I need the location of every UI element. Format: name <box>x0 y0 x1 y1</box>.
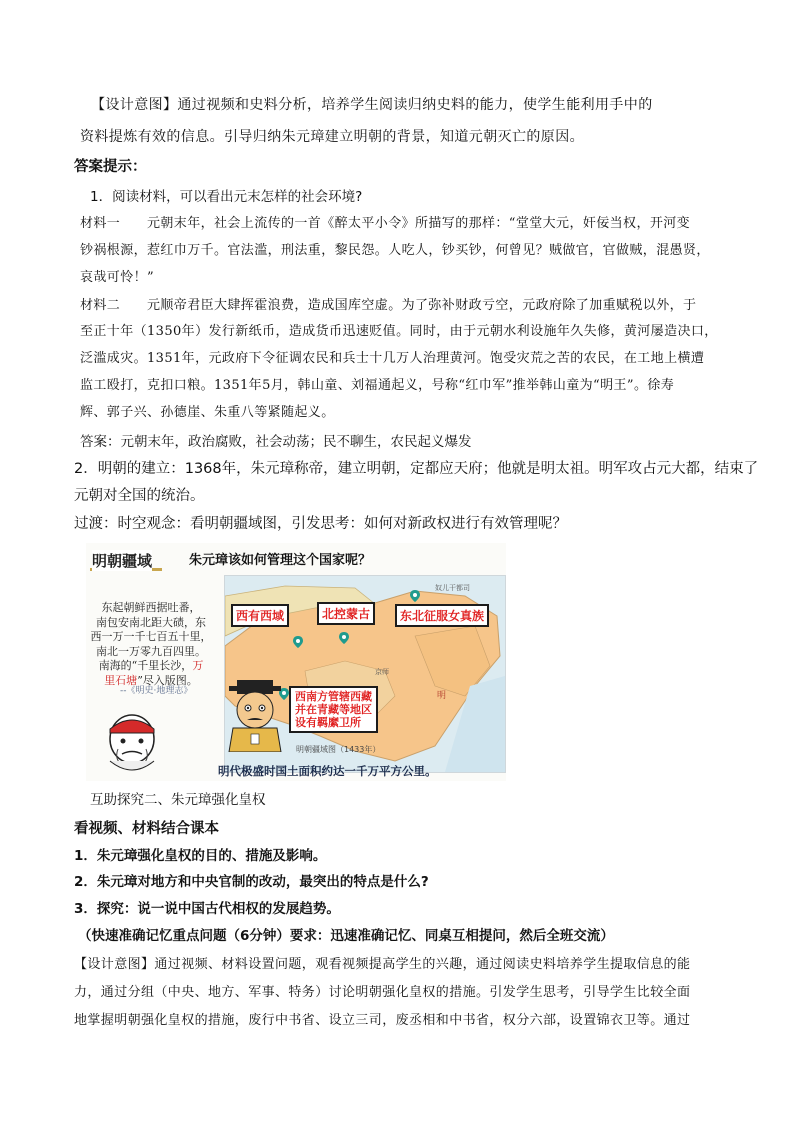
cartoon-man-icon <box>92 699 172 779</box>
prompt-3: 3．探究：说一说中国古代相权的发展趋势。 <box>74 901 340 917</box>
label-north-mongolia: 北控蒙古 <box>317 602 375 625</box>
figure-question: 朱元璋该如何管理这个国家呢？ <box>189 553 372 568</box>
figure-title: 明朝疆域 <box>92 552 153 570</box>
transition-text: 过渡：时空观念：看明朝疆域图，引发思考：如何对新政权进行有效管理呢？ <box>74 516 567 532</box>
label-southwest-line-2: 并在青藏等地区 <box>295 703 372 716</box>
map-pin-icon <box>409 590 421 602</box>
poem-quote <box>86 601 216 688</box>
poem-line-6a: 里石塘 <box>104 673 138 687</box>
map-pin-icon <box>292 636 304 648</box>
label-northeast-jurchen: 东北征服女真族 <box>395 604 489 627</box>
emperor-portrait-icon <box>225 676 285 752</box>
watch-instruction: 看视频、材料结合课本 <box>74 821 219 837</box>
design-intent-line-1: 【设计意图】通过视频和史料分析，培养学生阅读归纳史料的能力，使学生能利用手中的 <box>91 97 653 113</box>
design-intent-2-line-2: 力，通过分组（中央、地方、军事、特务）讨论明朝强化皇权的措施。引发学生思考，引导学生比较全面 <box>74 985 691 1000</box>
map-caption: 明朝疆域图（1433年） <box>296 745 381 754</box>
area-note: 明代极盛时国土面积约达一千万平方公里。 <box>218 764 437 778</box>
prompt-1: 1．朱元璋强化皇权的目的、措施及影响。 <box>74 848 327 864</box>
poem-line-5b: 万 <box>192 659 204 672</box>
material-1-line-1: 材料一 元朝末年，社会上流传的一首《醉太平小令》所描写的那样：“堂堂大元，奸佞当权，开河变 <box>80 216 691 231</box>
poem-line-6b: ”尽入版图。 <box>137 673 198 687</box>
design-intent-line-2: 资料提炼有效的信息。引导归纳朱元璋建立明朝的背景，知道元朝灭亡的原因。 <box>80 129 584 145</box>
design-intent-2-line-3: 地掌握明朝强化皇权的措施，废行中书省、设立三司，废丞相和中书省，权分六部，设置锦衣卫等。通过 <box>74 1013 691 1028</box>
svg-text:奴儿干都司: 奴儿干都司 <box>435 584 470 592</box>
material-2-line-2: 至正十年（1350年）发行新纸币，造成货币迅速贬值。同时，由于元朝水利设施年久失修，黄河屡造决口， <box>80 324 718 339</box>
poem-line-4: 南北一万零九百四里。 <box>96 644 206 658</box>
answer-1: 答案：元朝末年，政治腐败，社会动荡；民不聊生，农民起义爆发 <box>80 434 472 450</box>
section-2-title: 互助探究二、朱元璋强化皇权 <box>90 792 266 808</box>
poem-source: --《明史·地理志》 <box>120 686 193 696</box>
material-1-line-2: 钞祸根源，惹红巾万千。官法滥，刑法重，黎民怨。人吃人，钞买钞，何曾见？贼做官，官做贼，混愚贤， <box>80 243 710 258</box>
ming-territory-figure <box>86 543 506 781</box>
material-2-line-1: 材料二 元顺帝君臣大肆挥霍浪费，造成国库空虚。为了弥补财政亏空，元政府除了加重赋税以外，于 <box>80 298 697 313</box>
label-west-region: 西有西域 <box>231 604 289 627</box>
question-1: 1．阅读材料，可以看出元末怎样的社会环境? <box>90 189 363 205</box>
material-2-line-3: 泛滥成灾。1351年，元政府下令征调农民和兵士十几万人治理黄河。饱受灾荒之苦的农民，在工地上横遭 <box>80 351 705 366</box>
material-2-line-5: 辉、郭子兴、孙德崖、朱重八等紧随起义。 <box>80 405 335 420</box>
design-intent-2-line-1: 【设计意图】通过视频、材料设置问题，观看视频提高学生的兴趣，通过阅读史料培养学生提取信息的能 <box>74 957 691 972</box>
poem-line-3: 西一万一千七百五十里， <box>90 630 212 643</box>
material-2-line-4: 监工殴打，克扣口粮。1351年5月，韩山童、刘福通起义，号称“红巾军”推举韩山童为“明王”。徐寿 <box>80 378 675 393</box>
svg-text:明: 明 <box>437 691 447 701</box>
label-southwest-line-3: 设有羁縻卫所 <box>295 716 361 729</box>
material-1-line-3: 哀哉可怜！” <box>80 270 155 285</box>
poem-line-5 <box>86 659 216 674</box>
poem-line-2: 南包安南北距大碛，东 <box>96 615 206 629</box>
prompt-2: 2．朱元璋对地方和中央官制的改动，最突出的特点是什么? <box>74 874 429 890</box>
poem-line-5a: 南海的“千里长沙， <box>98 659 193 672</box>
poem-line-1: 东起朝鲜西据吐番， <box>101 601 201 614</box>
answer-hint-title: 答案提示： <box>74 159 147 175</box>
svg-text:京师: 京师 <box>375 668 389 676</box>
question-2-line-2: 元朝对全国的统治。 <box>74 488 205 504</box>
label-southwest-tibet <box>289 686 378 733</box>
question-2-line-1: 2．明朝的建立：1368年，朱元璋称帝，建立明朝，定都应天府；他就是明太祖。明军攻占元大都，结束了 <box>74 461 759 477</box>
requirement-text: （快速准确记忆重点问题（6分钟）要求：迅速准确记忆、同桌互相提问，然后全班交流） <box>78 928 614 944</box>
map-pin-icon <box>338 632 350 644</box>
label-southwest-line-1: 西南方管辖西藏 <box>295 690 372 703</box>
